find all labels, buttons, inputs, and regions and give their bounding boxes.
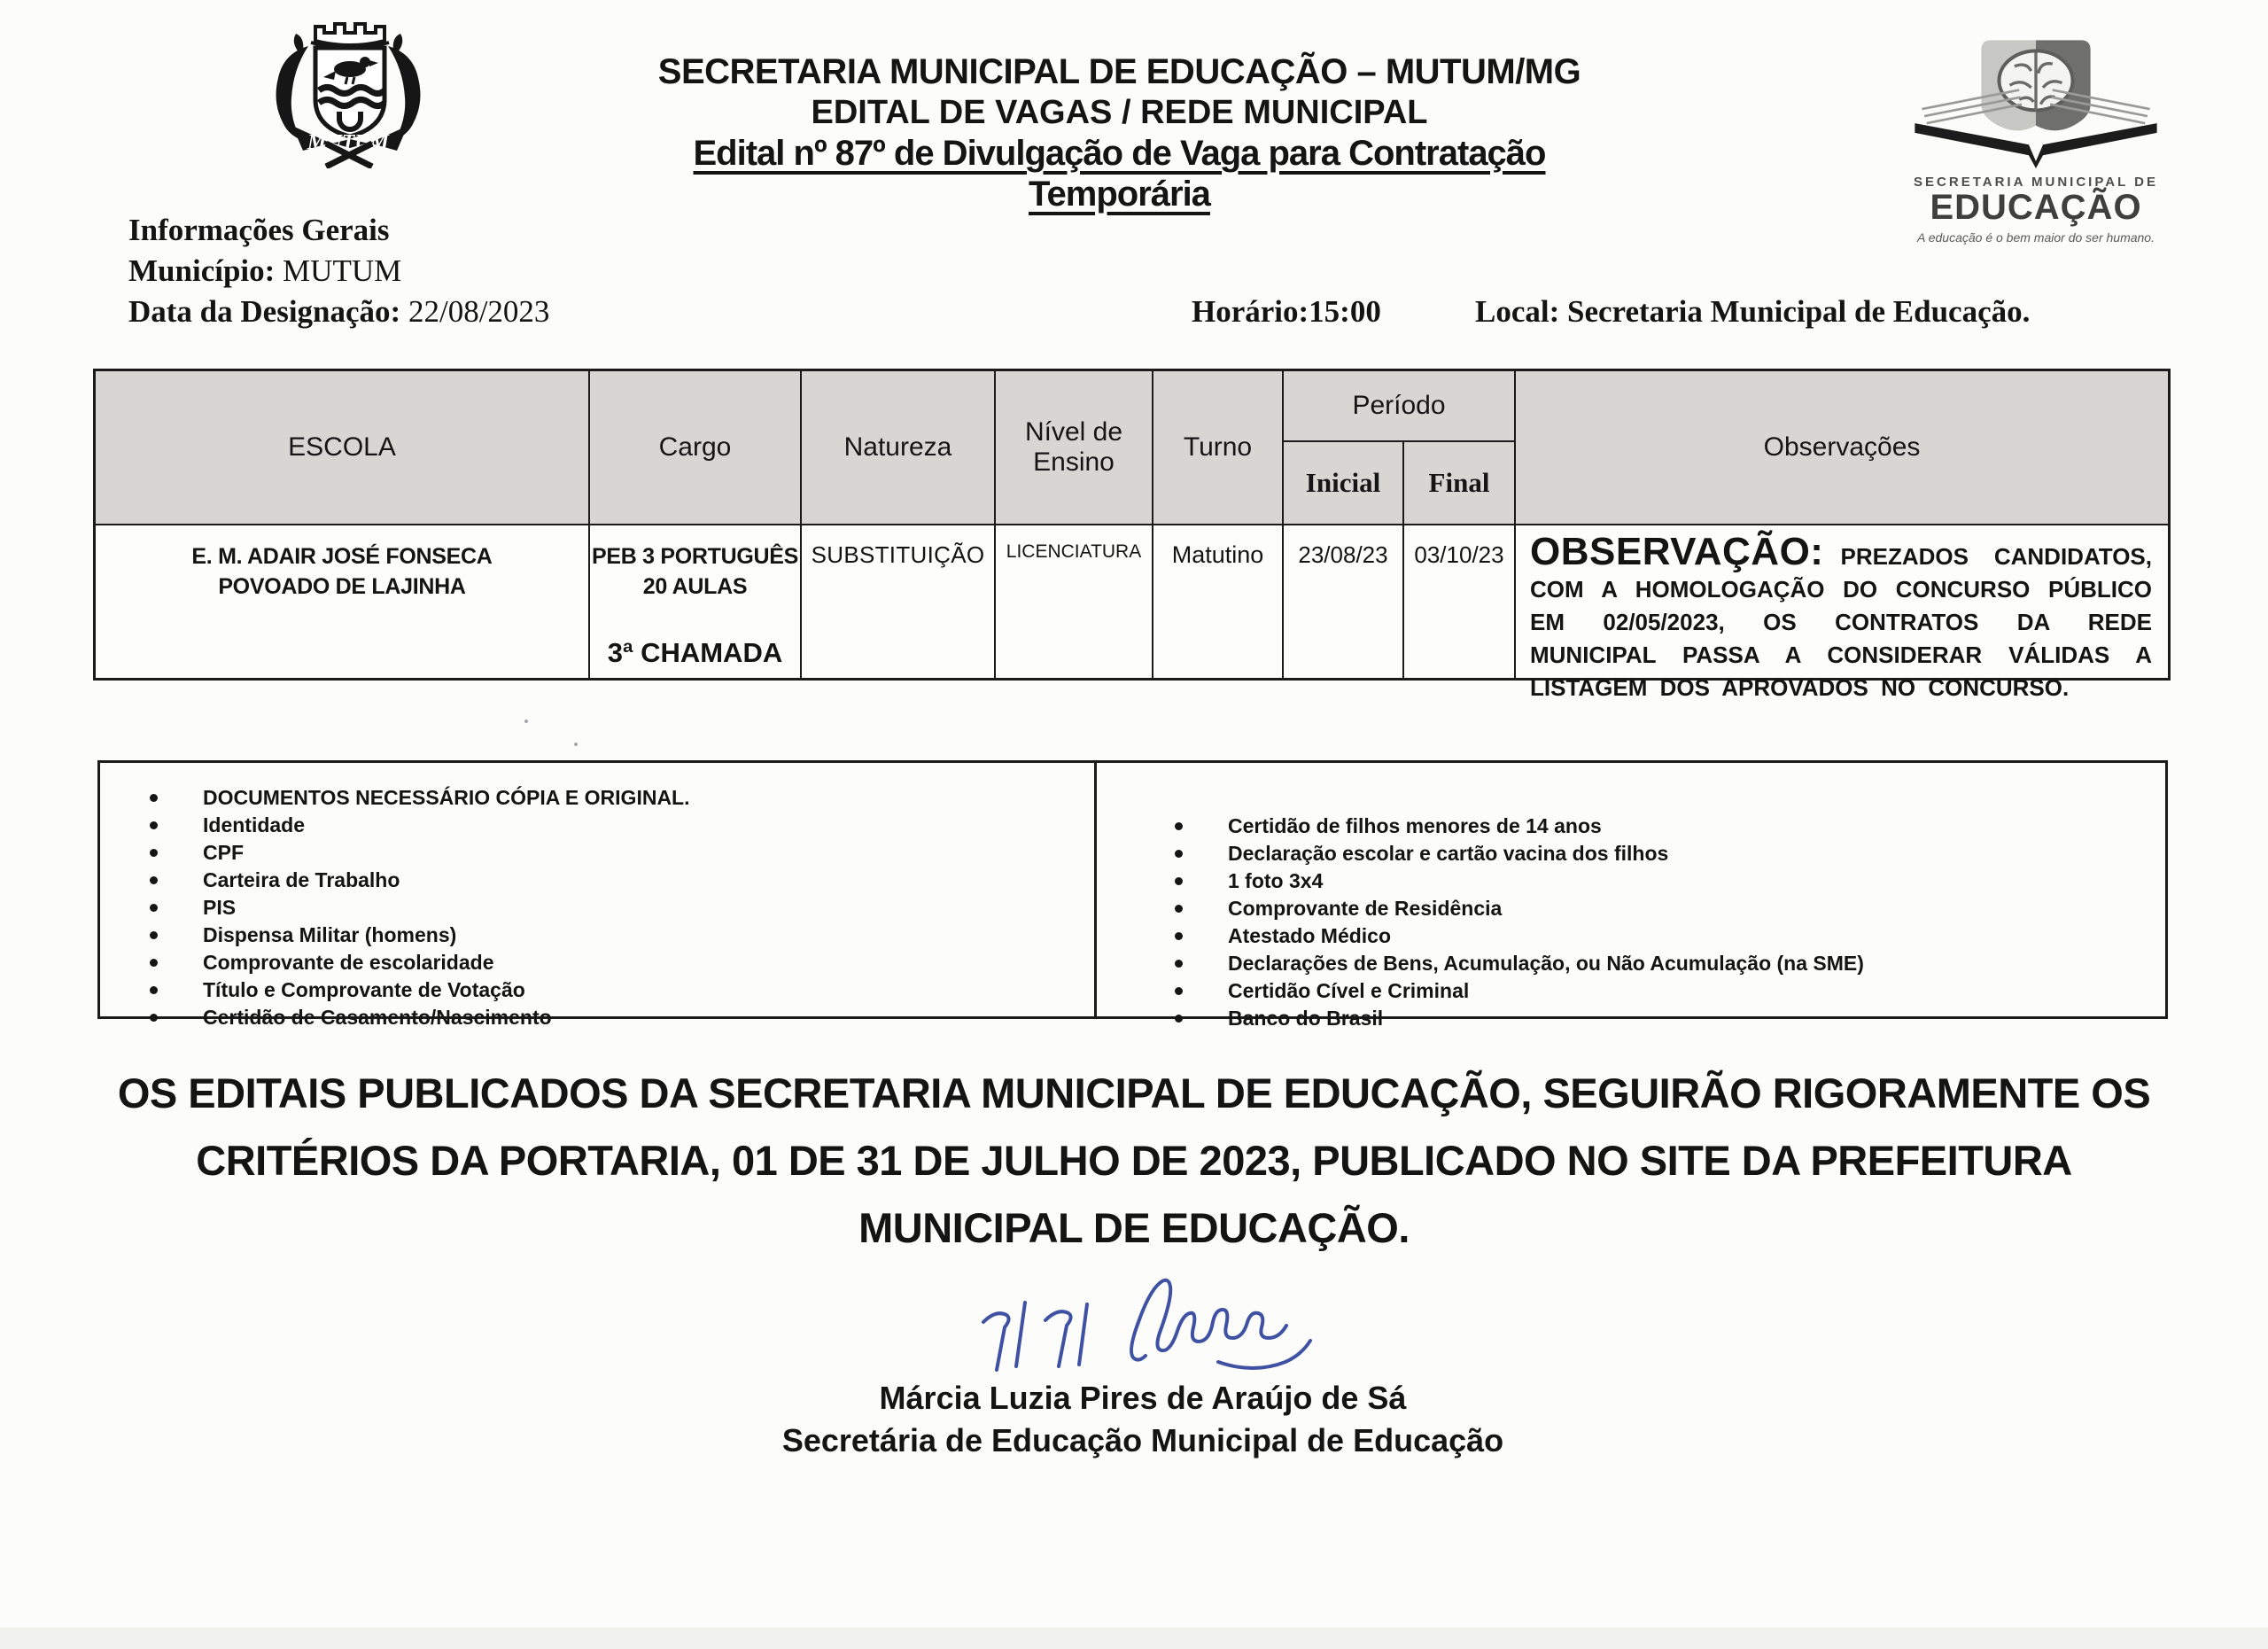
cargo-line-2: 20 AULAS [642, 574, 748, 599]
doc-item: Comprovante de Residência [1141, 895, 1864, 922]
cargo-line-1: PEB 3 PORTUGUÊS [591, 544, 799, 569]
col-header-inicial: Inicial [1284, 442, 1402, 524]
escola-line-1: E. M. ADAIR JOSÉ FONSECA [191, 544, 493, 569]
education-secretary-logo [1903, 35, 2169, 245]
cell-periodo-inicial: 23/08/23 [1284, 525, 1402, 678]
document-header [599, 51, 1640, 214]
cell-turno: Matutino [1153, 525, 1282, 678]
doc-item: Declaração escolar e cartão vacina dos filhos [1141, 840, 1864, 867]
brain-book-logo-icon [1903, 35, 2169, 168]
escola-line-2: POVOADO DE LAJINHA [218, 574, 466, 599]
logo-title-big: EDUCAÇÃO [1930, 188, 2142, 227]
documents-list-right [1141, 813, 1864, 1032]
scan-edge-band [0, 1628, 2268, 1649]
signer-role: Secretária de Educação Municipal de Educação [781, 1422, 1504, 1458]
doc-item: Declarações de Bens, Acumulação, ou Não Acumulação (na SME) [1141, 950, 1864, 977]
statement-line-1: OS EDITAIS PUBLICADOS DA SECRETARIA MUNICIPAL DE EDUCAÇÃO, SEGUIRÃO RIGORAMENTE OS [117, 1070, 2151, 1116]
col-header-periodo: Período [1284, 371, 1514, 440]
documents-list-left [116, 784, 690, 1031]
cell-observacoes [1516, 525, 2168, 701]
data-designacao-value: 22/08/2023 [408, 294, 550, 329]
cell-natureza: SUBSTITUIÇÃO [802, 525, 994, 678]
col-header-observacoes: Observações [1516, 371, 2168, 524]
edital-number-line: Edital nº 87º de Divulgação de Vaga para Contratação Temporária [693, 134, 1546, 214]
doc-item: CPF [116, 839, 690, 867]
doc-item: Certidão de filhos menores de 14 anos [1141, 813, 1864, 840]
doc-item: Certidão de Casamento/Nascimento [116, 1004, 690, 1031]
header-title: SECRETARIA MUNICIPAL DE EDUCAÇÃO – MUTUM/MG [657, 52, 1581, 91]
info-horario: Horário:15:00 [1192, 294, 1381, 329]
handwritten-signature-icon [952, 1269, 1360, 1388]
publication-statement [106, 1060, 2162, 1262]
signer-name: Márcia Luzia Pires de Araújo de Sá [879, 1380, 1407, 1416]
signature-block [744, 1377, 1542, 1462]
cell-cargo [590, 525, 800, 678]
col-header-escola: ESCOLA [96, 371, 588, 524]
data-designacao-label: Data da Designação: [128, 294, 401, 329]
cell-periodo-final: 03/10/23 [1404, 525, 1514, 678]
observacao-text: PREZADOS CANDIDATOS, COM A HOMOLOGAÇÃO DO CONCURSO PÚBLICO EM 02/05/2023, OS CONTRATOS DA REDE MUNICIPAL PASSA A CONSIDERAR VÁLIDAS A LISTAGEM DOS APROVADOS NO CONCURSO. [1530, 543, 2152, 701]
col-header-natureza: Natureza [802, 371, 994, 524]
statement-line-3: MUNICIPAL DE EDUCAÇÃO. [858, 1204, 1410, 1251]
doc-item: Carteira de Trabalho [116, 867, 690, 894]
cell-nivel: LICENCIATURA [996, 525, 1152, 678]
doc-item: Banco do Brasil [1141, 1005, 1864, 1032]
vacancies-table [93, 369, 2171, 701]
logo-title-small: SECRETARIA MUNICIPAL DE [1914, 175, 2158, 190]
doc-item: Título e Comprovante de Votação [116, 976, 690, 1004]
header-subtitle: EDITAL DE VAGAS / REDE MUNICIPAL [811, 94, 1428, 131]
col-header-final: Final [1404, 442, 1514, 524]
statement-line-2: CRITÉRIOS DA PORTARIA, 01 DE 31 DE JULHO DE 2023, PUBLICADO NO SITE DA PREFEITURA [196, 1137, 2072, 1184]
doc-item: DOCUMENTOS NECESSÁRIO CÓPIA E ORIGINAL. [116, 784, 690, 812]
observacao-title: OBSERVAÇÃO: [1530, 530, 1824, 573]
documents-box [97, 760, 2168, 1030]
doc-item: PIS [116, 894, 690, 922]
logo-tagline: A educação é o bem maior do ser humano. [1917, 230, 2155, 245]
doc-item: Comprovante de escolaridade [116, 949, 690, 976]
col-header-turno: Turno [1153, 371, 1282, 524]
info-municipio [128, 252, 401, 291]
col-header-nivel: Nível de Ensino [996, 371, 1152, 524]
doc-item: 1 foto 3x4 [1141, 867, 1864, 895]
info-title: Informações Gerais [128, 213, 390, 247]
scan-speck [574, 743, 578, 746]
doc-item: Dispensa Militar (homens) [116, 922, 690, 949]
documents-box-divider [1094, 763, 1097, 1016]
col-header-cargo: Cargo [590, 371, 800, 524]
info-data-designacao [128, 292, 549, 331]
doc-item: Certidão Cível e Criminal [1141, 977, 1864, 1005]
info-local: Local: Secretaria Municipal de Educação. [1475, 294, 2031, 329]
cargo-chamada: 3ª CHAMADA [607, 637, 783, 668]
mutum-coat-of-arms-icon [237, 9, 459, 168]
scan-speck [524, 719, 528, 723]
municipio-label: Município: [128, 253, 276, 288]
cell-escola [96, 525, 588, 678]
municipio-value: MUTUM [283, 253, 402, 288]
doc-item: Identidade [116, 812, 690, 839]
doc-item: Atestado Médico [1141, 922, 1864, 950]
coat-banner-text: MUTUM [307, 131, 390, 154]
